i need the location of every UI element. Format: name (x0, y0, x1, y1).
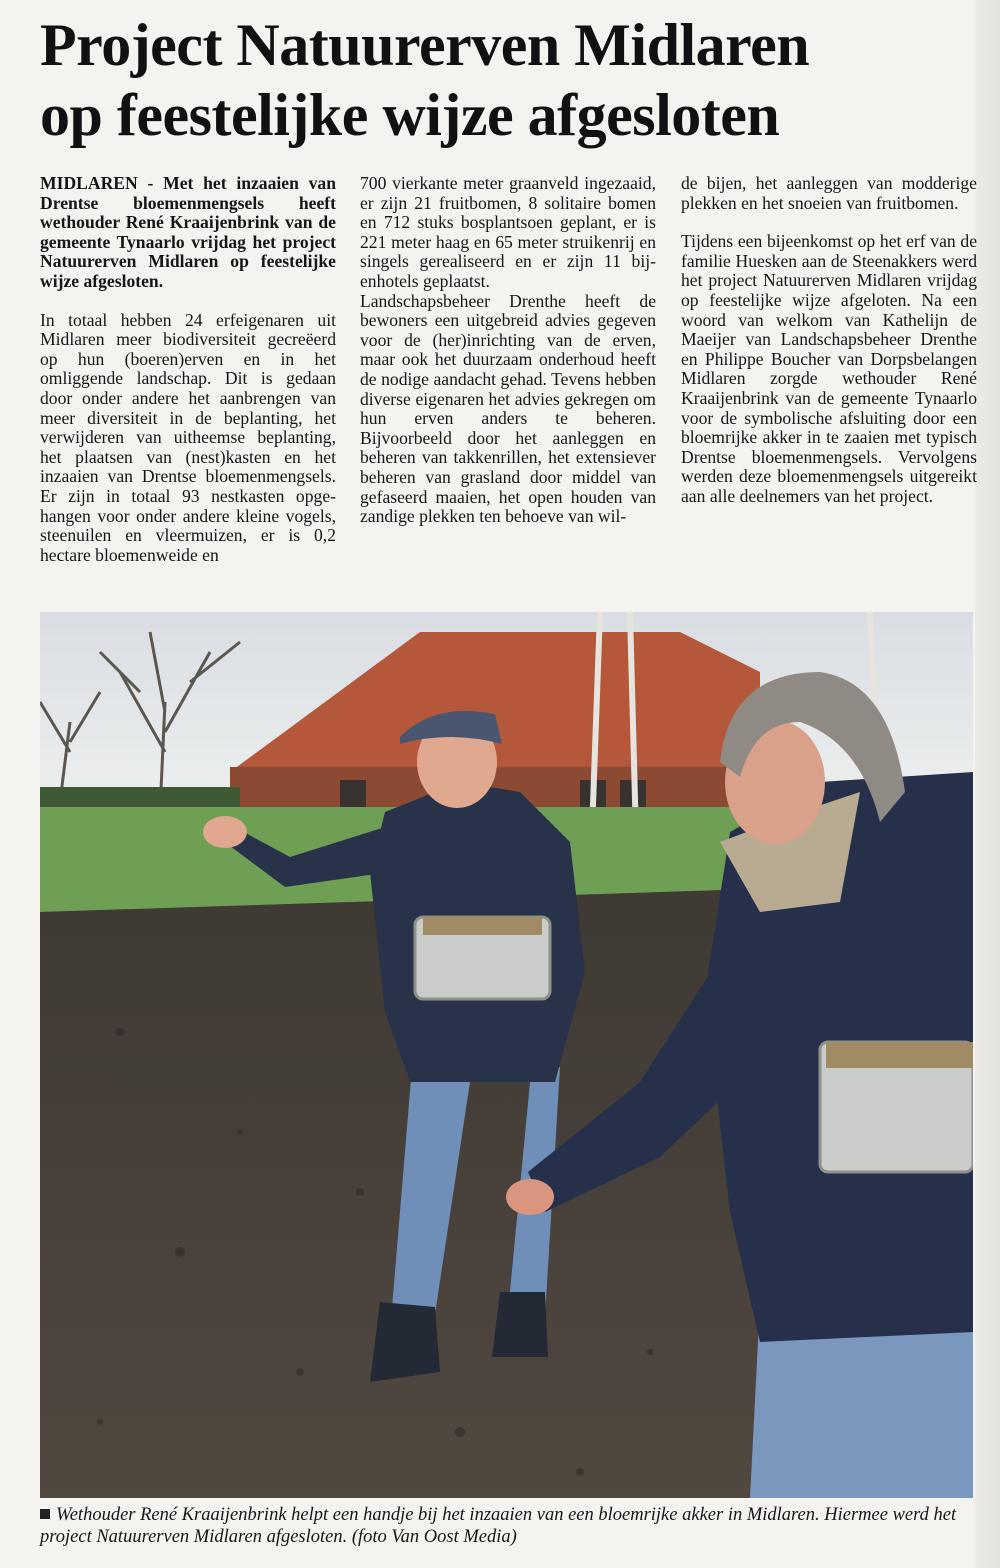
column-3 (681, 174, 977, 507)
paragraph: Tijdens een bijeenkomst op het erf van de familie Huesken aan de Steenakkers werd het project Natuurerven Midlaren vrijdag op feestelijke wijze afgeloten. Na een woord van welkom van Kathelijn de Maeijer van Landschapsbeheer Drenthe en Philippe Boucher van Dorpsbelangen Midlaren zorgde wethouder René Kraaijenbrink van de gemeente Tynaarlo voor de symbolische afsluiting door een bloemrijke akker in te zaaien met typisch Drentse bloemenmengsels. Vervolgens werden deze bloemenmengsels uitgereikt aan alle deelnemers van het project. (681, 231, 977, 506)
paragraph: In totaal hebben 24 erfeigenaren uit Midlaren meer biodiversiteit gecreëerd op hun (boeren)erven en in het omliggende landschap. Dit is gedaan door onder andere het aanbrengen van meer diversiteit in de beplanting, het verwijderen van uitheemse beplanting, het plaatsen van (nest)kasten en het inzaaien van Drentse bloemenmengsels. Er zijn in totaal 93 nestkasten opgehangen voor onder andere kleine vogels, steenuilen en vleermuizen, er is 0,2 hectare bloemenweide en (40, 309, 336, 565)
woman-hand (506, 1179, 554, 1215)
headline-line-2: op feestelijke wijze afgesloten (40, 82, 780, 148)
headline-line-1: Project Natuurerven Midlaren (40, 12, 810, 78)
caption-text: Wethouder René Kraaijenbrink helpt een handje bij het inzaaien van een bloemrijke akker in Midlaren. Hiermee werd het project Natuurerven Midlaren afgesloten. (foto Van Oost Media) (40, 1505, 957, 1547)
column-1 (40, 174, 336, 565)
paragraph: Landschapsbeheer Drenthe heeft de bewoners een uitgebreid advies gegeven voor de (her)inrichting van de erven, maar ook het duurzaam onderhoud heeft de nodige aandacht gehad. Tevens hebben diverse eigenaren het advies gekregen om hun erven anders te beheren. Bijvoorbeeld door het aanleggen en beheren van takkenrillen, het extensiever beheren van grasland door middel van gefaseerd maaien, het open houden van zandige plekken ten behoeve van wil- (360, 290, 656, 527)
seeds (826, 1042, 973, 1068)
column-2 (360, 174, 656, 527)
lead-text: - Met het inzaaien van Drentse bloemenmengsels heeft wethouder René Kraaijenbrink van de gemeente Tynaarlo vrijdag het project Natuurerven Midlaren op feestelijke wijze afgesloten. (40, 173, 336, 291)
paragraph: 700 vierkante meter graanveld ingezaaid, er zijn 21 fruitbomen, 8 solitaire bomen en 712 stuks bosplantsoen geplant, er is 221 meter haag en 65 meter struikenrij en singels gerealiseerd en er zijn 11 bijenhotels geplaatst. (360, 173, 656, 291)
dateline: MIDLAREN (40, 173, 138, 193)
seeds (423, 917, 542, 935)
photo-illustration (40, 612, 973, 1498)
adjacent-article-edge (975, 0, 1000, 1568)
headline (40, 10, 970, 150)
news-photo (40, 612, 973, 1498)
caption-marker (40, 1509, 50, 1519)
window (340, 780, 366, 810)
man-hand (203, 816, 247, 848)
lead-paragraph (40, 174, 336, 292)
photo-caption (40, 1504, 975, 1548)
paragraph: de bijen, het aanleggen van modderige plekken en het snoeien van fruitbomen. (681, 173, 977, 213)
article-body (40, 174, 975, 594)
